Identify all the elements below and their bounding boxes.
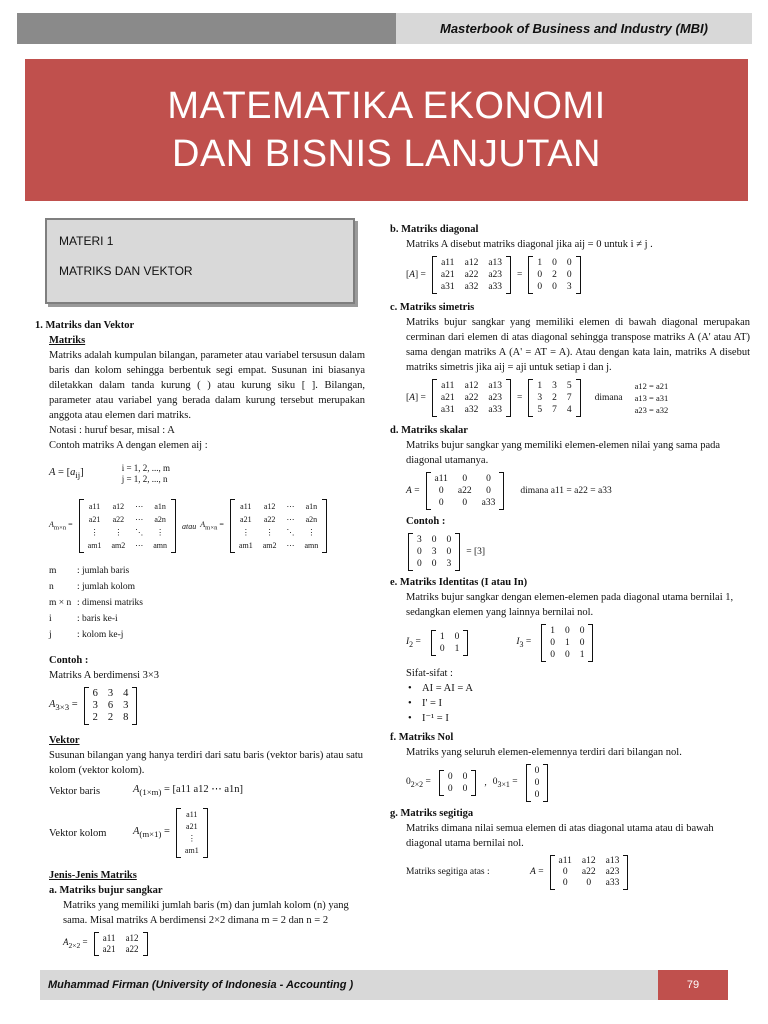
- a-mxn-label-2: $A_{m\times n}$ =: [200, 519, 224, 532]
- def-desc: : jumlah kolom: [77, 582, 136, 592]
- page-number: 79: [658, 970, 728, 1000]
- i3-matrix: 1 0 0 0 1 0 0 0 1: [541, 624, 593, 662]
- def-desc: : baris ke-i: [77, 614, 118, 624]
- vektor-kolom-matrix: a11 a21 ⋮ am1: [176, 808, 208, 858]
- vektor-kolom-a: $A_{(m\times 1)}$ =: [133, 826, 170, 840]
- d-a-label: A =: [406, 485, 420, 496]
- c-equals: =: [517, 392, 523, 403]
- d-title: d. Matriks skalar: [390, 425, 468, 436]
- contoh-matrix: 6 3 4 3 6 3 2 2 8: [84, 687, 138, 725]
- b-symbolic-matrix: a11 a12 a13 a21 a22 a23 a31 a32 a33: [432, 256, 511, 294]
- c-matrix-eq: [390, 379, 750, 417]
- matrix-a-notation: $A = [a_{ij}]$: [49, 466, 84, 481]
- general-matrix-2: a11 a12 ⋯ a1n a21 a22 ⋯ a2n ⋮ ⋮ ⋱ ⋮ am1 am2 ⋯ amn: [230, 499, 327, 553]
- atau-text: atau: [182, 521, 197, 531]
- right-column: [390, 222, 750, 894]
- matriks-heading: Matriks: [49, 335, 86, 346]
- g-matrix-eq: [390, 855, 750, 890]
- g-matrix: a11 a12 a13 0 a22 a23 0 0 a33: [550, 855, 629, 890]
- f-title: f. Matriks Nol: [390, 732, 454, 743]
- matriks-paragraph: Matriks adalah kumpulan bilangan, parameter atau variabel tersusun dalam baris dan kolom sehingga berbentuk segi empat. Susunan ini biasanya diletakkan dalam tanda kurung ( ) atau kurung siku [ ]. Bilangan, parameter atau variabel yang berada dalam kurung tersebut merupakan anggota atau elemen dari matriks.: [49, 350, 365, 421]
- c-relations: a12 = a21 a13 = a31 a23 = a32: [634, 381, 669, 415]
- d-symbolic-matrix: a11 0 0 0 a22 0 0 0 a33: [426, 472, 505, 510]
- contoh-elemen-text: Contoh matriks A dengan elemen aij :: [49, 440, 208, 451]
- section-title: 1. Matriks dan Vektor: [35, 320, 135, 331]
- materi-number: MATERI 1: [59, 234, 114, 248]
- b-paragraph: Matriks A disebut matriks diagonal jika aij = 0 untuk i ≠ j .: [406, 239, 653, 250]
- vektor-paragraph: Susunan bilangan yang hanya terdiri dari satu baris (vektor baris) atau satu kolom (vektor kolom).: [49, 750, 364, 776]
- sifat-item: • I' = I: [404, 696, 750, 711]
- matrix-a-definition: [35, 457, 365, 491]
- i2-matrix: 1 0 0 1: [431, 630, 469, 656]
- def-sym: m: [49, 566, 57, 576]
- definition-list: [35, 563, 365, 643]
- general-matrix-1: a11 a12 ⋯ a1n a21 a22 ⋯ a2n ⋮ ⋮ ⋱ ⋮ am1 am2 ⋯ amn: [79, 499, 176, 553]
- def-sym: n: [49, 582, 54, 592]
- d-relation: dimana a11 = a22 = a33: [520, 485, 612, 496]
- materi-title: MATRIKS DAN VEKTOR: [59, 264, 193, 278]
- a3x3-label: $A_{3\times 3}$ =: [49, 698, 78, 713]
- vektor-kolom-label: Vektor kolom: [49, 827, 107, 839]
- d-matrix-eq: [390, 472, 750, 510]
- footer-author: Muhammad Firman (University of Indonesia - Accounting ): [40, 970, 658, 1000]
- c-numeric-matrix: 1 3 5 3 2 7 5 7 4: [528, 379, 580, 417]
- notasi-text: Notasi : huruf besar, misal : A: [49, 425, 175, 436]
- index-ranges: [122, 463, 170, 485]
- vektor-baris-label: Vektor baris: [49, 785, 101, 797]
- materi-box: [45, 218, 355, 304]
- header-bar-dark: [17, 13, 396, 44]
- zero-eqs: [390, 764, 750, 802]
- sifat-item: • I⁻¹ = I: [404, 711, 750, 726]
- b-matrix-eq: [390, 256, 750, 294]
- d-result: = [3]: [466, 546, 486, 557]
- b-a-label: [A] =: [406, 269, 426, 280]
- d-paragraph: Matriks bujur sangkar yang memiliki elemen-elemen nilai yang sama pada diagonal utamanya.: [406, 440, 721, 466]
- d-example-eq: [390, 533, 750, 571]
- left-column: [35, 318, 365, 960]
- a2x2-eq: [35, 932, 365, 956]
- d-contoh: Contoh :: [406, 516, 446, 527]
- d-example-matrix: 3 0 0 0 3 0 0 0 3: [408, 533, 460, 571]
- def-desc: : dimensi matriks: [77, 598, 143, 608]
- g-paragraph: Matriks dimana nilai semua elemen di atas diagonal utama atau di bawah diagonal utama bernilai nol.: [406, 823, 714, 849]
- i3-label: $I_3$ =: [516, 636, 532, 649]
- sifat-heading: Sifat-sifat :: [406, 668, 453, 679]
- vektor-heading: Vektor: [49, 735, 80, 746]
- c-a-label: [A] =: [406, 392, 426, 403]
- banner-line-2: DAN BISNIS LANJUTAN: [172, 133, 601, 175]
- index-i: i = 1, 2, ..., m: [121, 463, 171, 473]
- b-numeric-matrix: 1 0 0 0 2 0 0 0 3: [528, 256, 580, 294]
- b-title: b. Matriks diagonal: [390, 224, 479, 235]
- def-sym: j: [49, 630, 52, 640]
- e-paragraph: Matriks bujur sangkar dengan elemen-elemen pada diagonal utama bernilai 1, sedangkan elemen yang lainnya bernilai nol.: [406, 592, 734, 618]
- zero3x1-matrix: 0 0 0: [526, 764, 549, 802]
- zero-comma: ,: [484, 777, 487, 788]
- index-j: j = 1, 2, ..., n: [121, 474, 168, 484]
- a-mxn-label: $A_{m\times n}$ =: [49, 519, 73, 532]
- a2x2-matrix: a11 a12 a21 a22: [94, 932, 148, 956]
- def-sym: m × n: [49, 598, 72, 608]
- c-paragraph: Matriks bujur sangkar yang memiliki elemen di bawah diagonal merupakan cerminan dari elemen di atas diagonal sehingga transpose matriks A (A' atau AT) sama dengan matriks A (A' = AT = A). Atau dengan kata lain, matriks A disebut matriks simetris jika aij = aji untuk setiap i dan j.: [406, 317, 750, 373]
- vektor-kolom-eq: [35, 804, 365, 862]
- def-desc: : kolom ke-j: [77, 630, 124, 640]
- c-symbolic-matrix: a11 a12 a13 a21 a22 a23 a31 a32 a33: [432, 379, 511, 417]
- book-title: Masterbook of Business and Industry (MBI): [396, 13, 752, 44]
- contoh-matrix-eq: [35, 687, 365, 725]
- zero2x2-label: $0_{2\times 2}$ =: [406, 776, 431, 789]
- g-a-label: A =: [530, 867, 544, 877]
- c-dimana: dimana: [594, 392, 623, 403]
- header-bar: [17, 13, 752, 44]
- zero2x2-matrix: 0 0 0 0: [439, 770, 477, 796]
- a2x2-label: $A_{2\times 2}$ =: [63, 937, 88, 950]
- b-equals: =: [517, 269, 523, 280]
- a-paragraph: Matriks yang memiliki jumlah baris (m) dan jumlah kolom (n) yang sama. Misal matriks A berdimensi 2×2 dimana m = 2 dan n = 2: [63, 900, 349, 927]
- jenis-heading: Jenis-Jenis Matriks: [49, 870, 137, 882]
- def-desc: : jumlah baris: [77, 566, 130, 576]
- e-title: e. Matriks Identitas (I atau In): [390, 577, 528, 588]
- def-sym: i: [49, 614, 52, 624]
- g-label: Matriks segitiga atas :: [406, 867, 490, 877]
- a-title: a. Matriks bujur sangkar: [49, 885, 163, 897]
- chapter-banner: [25, 59, 748, 201]
- identity-eqs: [390, 624, 750, 662]
- vektor-baris-formula: $A_{(1\times m)} = [a11$ a12 ⋯ a1n]: [133, 784, 244, 798]
- banner-line-1: MATEMATIKA EKONOMI: [167, 85, 606, 127]
- contoh-heading: Contoh :: [49, 655, 89, 666]
- footer-bar: [40, 970, 728, 1000]
- g-title: g. Matriks segitiga: [390, 808, 474, 819]
- contoh-text: Matriks A berdimensi 3×3: [49, 670, 160, 681]
- c-title: c. Matriks simetris: [390, 302, 475, 313]
- vektor-baris-eq: [35, 782, 365, 800]
- sifat-item: • AI = AI = A: [404, 681, 750, 696]
- general-matrix: [35, 495, 365, 557]
- i2-label: $I_2$ =: [406, 636, 421, 649]
- zero3x1-label: $0_{3\times 1}$ =: [492, 776, 518, 789]
- f-paragraph: Matriks yang seluruh elemen-elemennya terdiri dari bilangan nol.: [406, 747, 682, 758]
